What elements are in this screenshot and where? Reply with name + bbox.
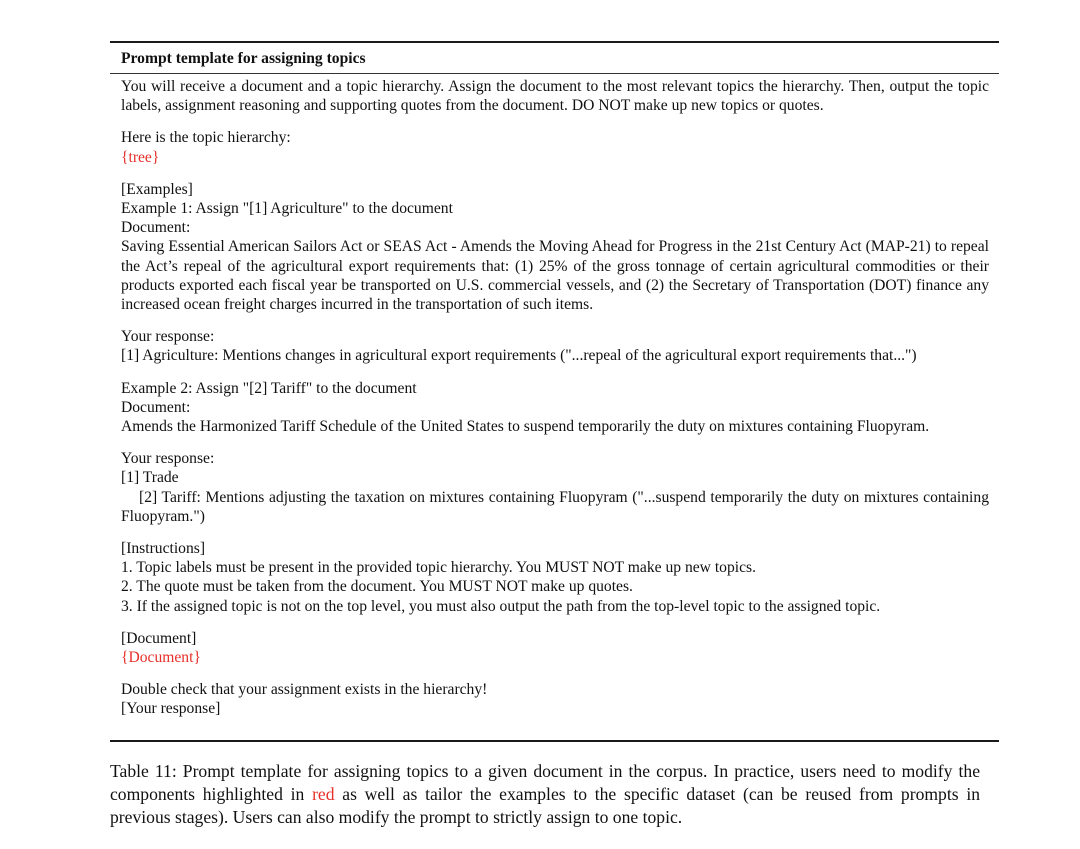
example1-response-block — [121, 327, 989, 365]
document-placeholder: {Document} — [121, 649, 201, 667]
example1-response-line: [1] Agriculture: Mentions changes in agricultural export requirements ("...repeal of the agricultural export requirements that...") — [121, 347, 917, 365]
caption-red-word: red — [312, 784, 335, 804]
intro-text: You will receive a document and a topic hierarchy. Assign the document to the most relevant topics the hierarchy. Then, output the topic labels, assignment reasoning and supporting quotes from the document. DO NOT make up new topics or quotes. — [121, 78, 989, 115]
table-body — [110, 74, 999, 719]
instruction-item: 2. The quote must be taken from the document. You MUST NOT make up quotes. — [121, 578, 633, 596]
instructions-block — [121, 539, 989, 616]
table-header: Prompt template for assigning topics — [121, 50, 366, 67]
example2-title: Example 2: Assign "[2] Tariff" to the document — [121, 379, 417, 397]
example2-response-block — [121, 449, 989, 526]
response-placeholder: [Your response] — [121, 700, 221, 718]
instruction-item: 3. If the assigned topic is not on the top level, you must also output the path from the top-level topic to the assigned topic. — [121, 597, 881, 615]
caption-text-after: as well as tailor the examples to the specific dataset (can be reused from prompts in previous stages). Users can also modify the prompt to strictly assign to one topic. — [110, 784, 981, 827]
example2-document-text: Amends the Harmonized Tariff Schedule of the United States to suspend temporarily the duty on mixtures containing Fluopyram. — [121, 418, 930, 436]
example1-response-label: Your response: — [121, 328, 215, 346]
tree-placeholder: {tree} — [121, 148, 160, 166]
example1-block — [121, 180, 989, 314]
final-check-text: Double check that your assignment exists in the hierarchy! — [121, 681, 488, 699]
example1-title: Example 1: Assign "[1] Agriculture" to the document — [121, 200, 453, 218]
example2-document-label: Document: — [121, 398, 191, 416]
instruction-item: 1. Topic labels must be present in the provided topic hierarchy. You MUST NOT make up new topics. — [121, 559, 756, 577]
table-bottom-rule — [110, 740, 999, 742]
instructions-heading: [Instructions] — [121, 540, 206, 558]
intro-block — [121, 77, 989, 115]
final-block — [121, 680, 989, 718]
example1-document-text: Saving Essential American Sailors Act or SEAS Act - Amends the Moving Ahead for Progress in the 21st Century Act (MAP-21) to repeal the Act’s repeal of the agricultural export requirements that: (1) 25% of the gross tonnage of certain agricultural commodities or their products exported each fiscal year be transported on U.S. commercial vessels, and (2) the Secretary of Transportation (DOT) finance any increased ocean freight charges incurred in the transportation of such items. — [121, 238, 989, 314]
document-heading: [Document] — [121, 629, 197, 647]
prompt-template-table — [110, 41, 999, 742]
example2-response-label: Your response: — [121, 450, 215, 468]
hierarchy-label: Here is the topic hierarchy: — [121, 129, 291, 147]
caption-text-before: Table 11: Prompt template for assigning topics to a given document in the corpus. In practice, users need to modify the components highlighted in — [110, 761, 980, 804]
examples-heading: [Examples] — [121, 180, 193, 198]
example1-document-label: Document: — [121, 219, 191, 237]
example2-response-line: [1] Trade — [121, 469, 179, 487]
example2-block — [121, 379, 989, 437]
hierarchy-block — [121, 128, 989, 166]
example2-response-line: [2] Tariff: Mentions adjusting the taxation on mixtures containing Fluopyram ("...suspend temporarily the duty on mixtures containing Fluopyram.") — [121, 488, 989, 525]
table-bottom-spacer — [110, 719, 999, 740]
document-block — [121, 629, 989, 667]
table-caption — [110, 760, 980, 829]
